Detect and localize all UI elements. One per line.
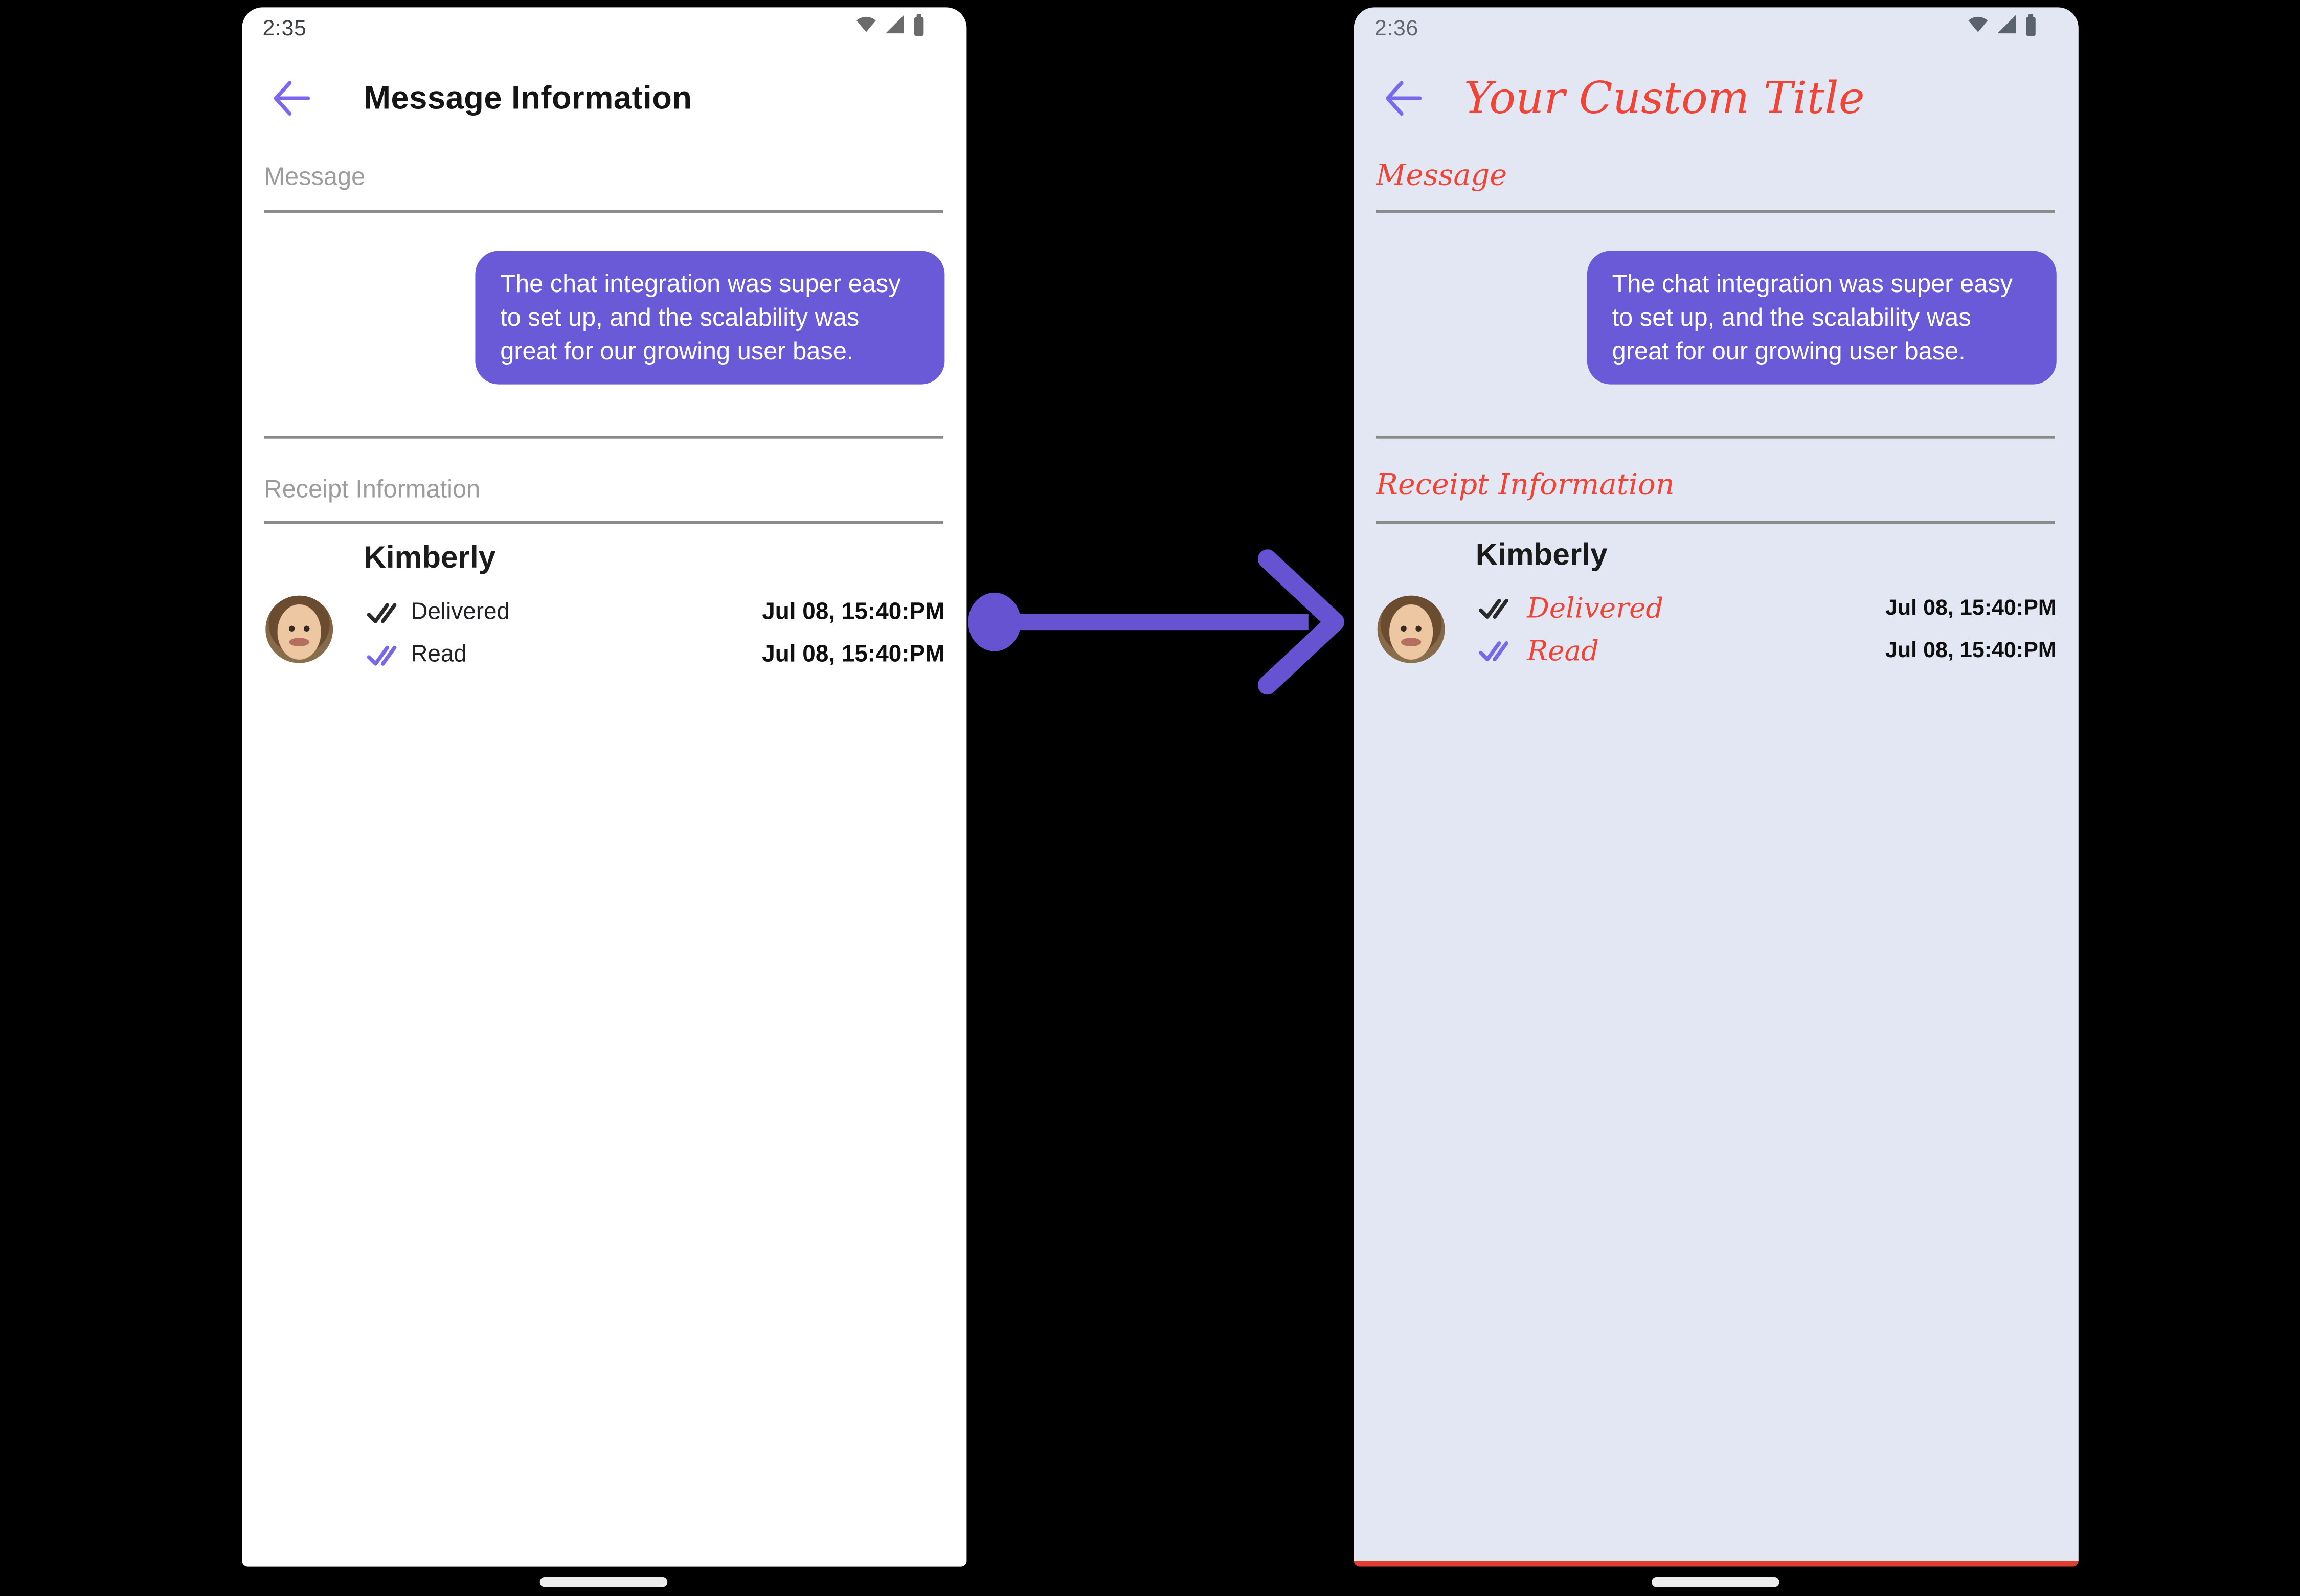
app-header: [268, 69, 949, 128]
receipt-timestamp: Jul 08, 15:40:PM: [762, 642, 945, 667]
double-check-icon: [1479, 639, 1509, 662]
double-check-icon: [367, 601, 397, 624]
receipt-timestamp: Jul 08, 15:40:PM: [762, 599, 945, 624]
receipt-row-read: [1479, 632, 2057, 669]
divider: [264, 436, 943, 439]
double-check-icon: [367, 643, 397, 667]
message-section-label: Message: [264, 163, 366, 191]
page-title: Message Information: [364, 79, 692, 116]
message-bubble: The chat integration was super easy to set up, and the scalability was great for our growing user base.: [1587, 251, 2057, 385]
receipt-section-label: Receipt Information: [1376, 466, 1675, 502]
receipt-timestamp: Jul 08, 15:40:PM: [1885, 595, 2057, 621]
divider: [264, 521, 943, 524]
arrow-right-icon: [956, 546, 1355, 698]
receipt-status: Delivered: [1527, 592, 1664, 624]
app-header: [1380, 69, 2061, 128]
receipt-status: Read: [1527, 634, 1599, 667]
avatar: [265, 596, 333, 663]
receipt-status: Read: [411, 642, 467, 667]
phone-custom-theme: [1354, 7, 2079, 1566]
battery-icon: [912, 12, 926, 43]
message-section-label: Message: [1376, 156, 1507, 192]
divider: [1376, 210, 2055, 213]
divider: [1376, 436, 2055, 439]
avatar: [1378, 596, 1445, 663]
battery-icon: [2024, 12, 2038, 43]
divider: [264, 210, 943, 213]
status-icons: [1967, 12, 2038, 43]
receipt-timestamp: Jul 08, 15:40:PM: [1885, 638, 2057, 663]
divider: [1376, 521, 2055, 524]
recipient-name: Kimberly: [364, 541, 496, 575]
message-bubble: The chat integration was super easy to set up, and the scalability was great for our growing user base.: [475, 251, 944, 385]
back-arrow-icon[interactable]: [268, 76, 312, 120]
home-indicator[interactable]: [1652, 1577, 1779, 1587]
wifi-icon: [1967, 15, 1989, 41]
receipt-section-label: Receipt Information: [264, 475, 481, 503]
signal-icon: [1996, 15, 2017, 41]
home-indicator[interactable]: [540, 1577, 668, 1587]
receipt-status: Delivered: [411, 599, 510, 624]
page-title: Your Custom Title: [1463, 72, 1865, 124]
wifi-icon: [855, 15, 877, 41]
recipient-name: Kimberly: [1475, 538, 1608, 572]
receipt-row-delivered: [367, 594, 944, 631]
status-time: 2:35: [262, 15, 307, 40]
status-bar: [262, 13, 926, 42]
status-bar: [1374, 13, 2038, 42]
status-time: 2:36: [1374, 15, 1418, 40]
back-arrow-icon[interactable]: [1380, 76, 1424, 120]
double-check-icon: [1479, 596, 1509, 620]
phone-default-theme: [242, 7, 966, 1566]
signal-icon: [885, 15, 905, 41]
status-icons: [855, 12, 926, 43]
receipt-row-read: [367, 637, 944, 673]
receipt-row-delivered: [1479, 590, 2057, 626]
